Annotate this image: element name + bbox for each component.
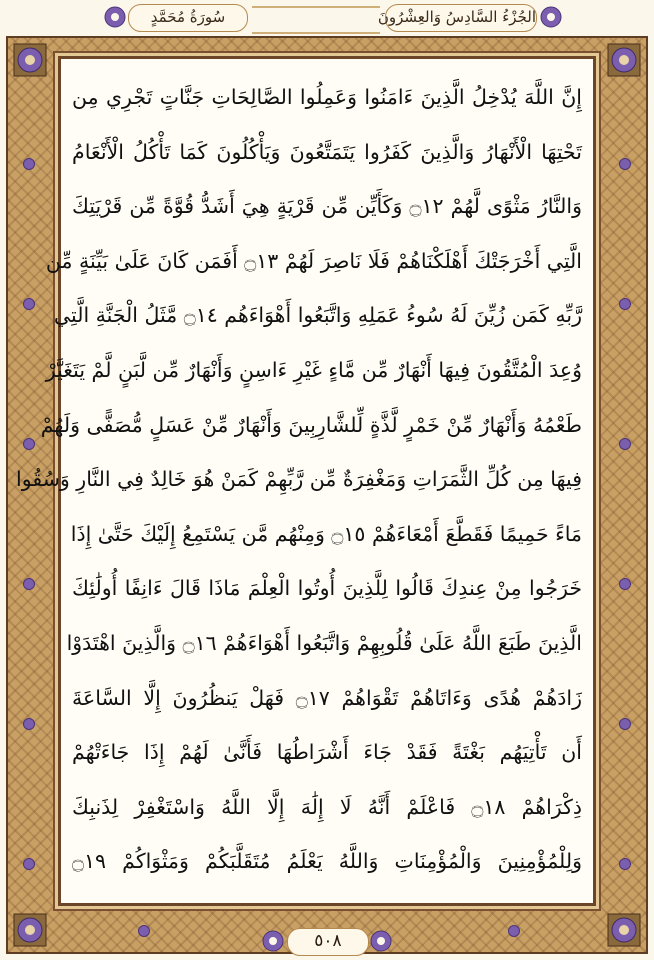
text-line: زَادَهُمْ هُدًى وَءَاتَاهُمْ تَقْوَاهُمْ ۝١٧ فَهَلْ يَنظُرُونَ إِلَّا السَّاعَةَ [72,685,582,710]
text-line: وَلِلْمُؤْمِنِينَ وَالْمُؤْمِنَاتِ وَاللَّهُ يَعْلَمُ مُتَقَلَّبَكُمْ وَمَثْوَاكُمْ ۝١٩ [72,849,582,874]
border-flower-icon [23,438,35,450]
text-line: الَّتِي أَخْرَجَتْكَ أَهْلَكْنَاهُمْ فَلَا نَاصِرَ لَهُمْ ۝١٣ أَفَمَن كَانَ عَلَىٰ بَيِّنَةٍ مِّن [45,248,582,273]
text-line: مَاءً حَمِيمًا فَقَطَّعَ أَمْعَاءَهُمْ ۝١٥ وَمِنْهُم مَّن يَسْتَمِعُ إِلَيْكَ حَتَّىٰ إِذَا [70,521,582,546]
border-flower-icon [619,718,631,730]
border-flower-icon [619,298,631,310]
surah-name: سُورَةُ مُحَمَّدٍ [128,4,248,32]
text-line: أَن تَأْتِيَهُم بَغْتَةً فَقَدْ جَاءَ أَشْرَاطُهَا فَأَنَّىٰ لَهُمْ إِذَا جَاءَتْهُمْ [72,740,582,765]
text-line: رَّبِّهِ كَمَن زُيِّنَ لَهُ سُوءُ عَمَلِهِ وَاتَّبَعُوا أَهْوَاءَهُم ۝١٤ مَّثَلُ الْجَنَّةِ الَّتِي [53,303,582,328]
border-flower-icon [619,158,631,170]
border-flower-icon [508,925,520,937]
border-flower-icon [23,158,35,170]
header-divider [252,6,380,34]
text-line: وُعِدَ الْمُتَّقُونَ فِيهَا أَنْهَارٌ مِّن مَّاءٍ غَيْرِ ءَاسِنٍ وَأَنْهَارٌ مِّن لَّبَنٍ لَّمْ يَتَغَيَّرْ [45,357,582,382]
flower-ornament-icon [540,6,562,28]
border-flower-icon [619,438,631,450]
border-flower-icon [23,578,35,590]
border-flower-icon [23,718,35,730]
verse-text-block [16,70,582,890]
corner-rosette-icon [12,42,48,78]
text-line: طَعْمُهُ وَأَنْهَارٌ مِّنْ خَمْرٍ لَّذَّةٍ لِّلشَّارِبِينَ وَأَنْهَارٌ مِّنْ عَسَلٍ مُّصَفًّى وَلَهُمْ [40,412,582,437]
text-line: وَالنَّارُ مَثْوًى لَّهُمْ ۝١٢ وَكَأَيِّن مِّن قَرْيَةٍ هِيَ أَشَدُّ قُوَّةً مِّن قَرْيَتِكَ [72,194,582,219]
corner-rosette-icon [12,912,48,948]
border-flower-icon [138,925,150,937]
flower-ornament-icon [370,930,392,952]
border-flower-icon [619,858,631,870]
juz-name: الجُزْءُ السَّادِسُ وَالعِشْرُونَ [385,4,537,32]
text-line: فِيهَا مِن كُلِّ الثَّمَرَاتِ وَمَغْفِرَةٌ مِّن رَّبِّهِمْ كَمَنْ هُوَ خَالِدٌ فِي النَّارِ وَسُقُوا [16,467,582,492]
corner-rosette-icon [606,42,642,78]
page-header [0,0,654,36]
text-line: إِنَّ اللَّهَ يُدْخِلُ الَّذِينَ ءَامَنُوا وَعَمِلُوا الصَّالِحَاتِ جَنَّاتٍ تَجْرِي مِن [72,85,582,109]
text-line: تَحْتِهَا الْأَنْهَارُ وَالَّذِينَ كَفَرُوا يَتَمَتَّعُونَ وَيَأْكُلُونَ كَمَا تَأْكُلُ الْأَنْعَامُ [72,139,582,164]
page-number: ٥٠٨ [287,928,369,956]
border-flower-icon [619,578,631,590]
border-flower-icon [23,858,35,870]
flower-ornament-icon [104,6,126,28]
border-flower-icon [23,298,35,310]
text-line: خَرَجُوا مِنْ عِندِكَ قَالُوا لِلَّذِينَ أُوتُوا الْعِلْمَ مَاذَا قَالَ ءَانِفًا أُولَٰئِكَ [72,576,582,601]
corner-rosette-icon [606,912,642,948]
flower-ornament-icon [262,930,284,952]
text-line: ذِكْرَاهُمْ ۝١٨ فَاعْلَمْ أَنَّهُ لَا إِلَٰهَ إِلَّا اللَّهُ وَاسْتَغْفِرْ لِذَنبِكَ [72,794,582,819]
text-line: الَّذِينَ طَبَعَ اللَّهُ عَلَىٰ قُلُوبِهِمْ وَاتَّبَعُوا أَهْوَاءَهُمْ ۝١٦ وَالَّذِينَ اهْتَدَوْا [66,630,582,655]
